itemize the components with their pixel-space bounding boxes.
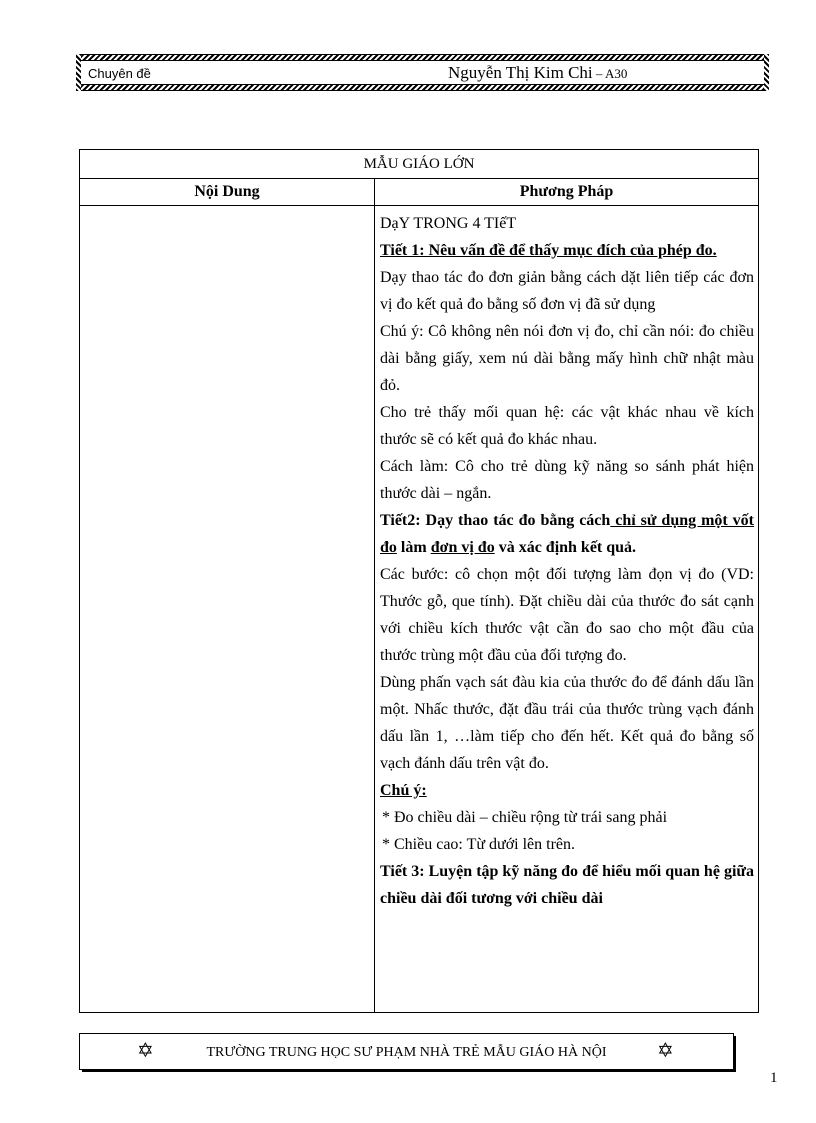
lesson-1-heading: Tiết 1: Nêu vấn đề để thấy mục đích của phép đo. [380, 242, 717, 259]
star-icon: ✡ [657, 1040, 674, 1062]
table-title: MẪU GIÁO LỚN [80, 150, 758, 179]
table-body-row [80, 206, 758, 1012]
header-topic: Chuyên đề [88, 66, 151, 81]
note-heading: Chú ý: [380, 782, 427, 799]
lesson-2-heading-part: chỉ sử dụng một vốt đo [380, 512, 755, 556]
author-name: Nguyễn Thị Kim Chi [448, 63, 593, 82]
lesson-2-heading-part: đơn vị đo [430, 539, 495, 556]
note-item: * Chiều cao: Từ dưới lên trên. [382, 836, 576, 853]
lesson-table [79, 149, 759, 1013]
paragraph: Dạy thao tác đo đơn giản bằng cách dặt liên tiếp các đơn vị đo kết quả đo bằng số đơn vị đã sử dụng [380, 269, 754, 313]
paragraph: Cách làm: Cô cho trẻ dùng kỹ năng so sánh phát hiện thước dài – ngắn. [380, 458, 754, 502]
note-item: * Đo chiều dài – chiều rộng từ trái sang phải [382, 809, 668, 826]
paragraph: Các bước: cô chọn một đối tượng làm đọn vị đo (VD: Thước gỗ, que tính). Đặt chiều dài của thước đo sát cạnh với chiều kích thước vật cần đo sao cho một đầu của thước trùng một đầu của đối tượng đo. [380, 566, 754, 664]
page-number: 1 [770, 1070, 778, 1086]
page-header [76, 54, 769, 92]
paragraph: Chú ý: Cô không nên nói đơn vị đo, chỉ cần nói: đo chiều dài bằng giấy, xem nú dài bằng mấy hình chữ nhật màu đỏ. [380, 323, 754, 394]
lesson-2-heading-part: làm [396, 539, 431, 556]
content-cell [80, 206, 375, 1012]
paragraph: Dùng phấn vạch sát đàu kia của thước đo để đánh dấu lần một. Nhấc thước, đặt đầu trái của thước trùng vạch đánh dấu lần 1, …làm tiếp cho đến hết. Kết quả đo bằng số vạch đánh dấu trên vật đo. [380, 674, 754, 772]
lesson-count: DạY TRONG 4 TIếT [380, 215, 517, 232]
lesson-2-heading-part: và xác định kết quả. [494, 539, 637, 556]
method-cell [375, 206, 758, 1012]
header-left-border [76, 54, 81, 91]
header-right-border [764, 54, 769, 91]
header-bottom-rule [76, 84, 769, 91]
lesson-3-heading: Tiết 3: Luyện tập kỹ năng đo để hiểu mối quan hệ giữa chiều dài đối tương với chiều dài [380, 863, 754, 907]
star-icon: ✡ [137, 1040, 154, 1062]
table-header-row [80, 179, 758, 206]
column-header-content: Nội Dung [80, 179, 375, 205]
lesson-2-heading [380, 507, 754, 561]
footer-school-name: TRƯỜNG TRUNG HỌC SƯ PHẠM NHÀ TRẺ MẪU GIÁO HÀ NỘI [206, 1045, 607, 1060]
author-class: – A30 [592, 66, 628, 81]
header-top-rule [76, 54, 769, 61]
header-author [448, 63, 627, 83]
lesson-2-heading-part: Tiết2: Dạy thao tác đo bằng cách [380, 512, 611, 529]
page-footer [79, 1033, 734, 1070]
column-header-method: Phương Pháp [519, 183, 614, 200]
paragraph: Cho trẻ thấy mối quan hệ: các vật khác nhau về kích thước sẽ có kết quả đo khác nhau. [380, 404, 754, 448]
